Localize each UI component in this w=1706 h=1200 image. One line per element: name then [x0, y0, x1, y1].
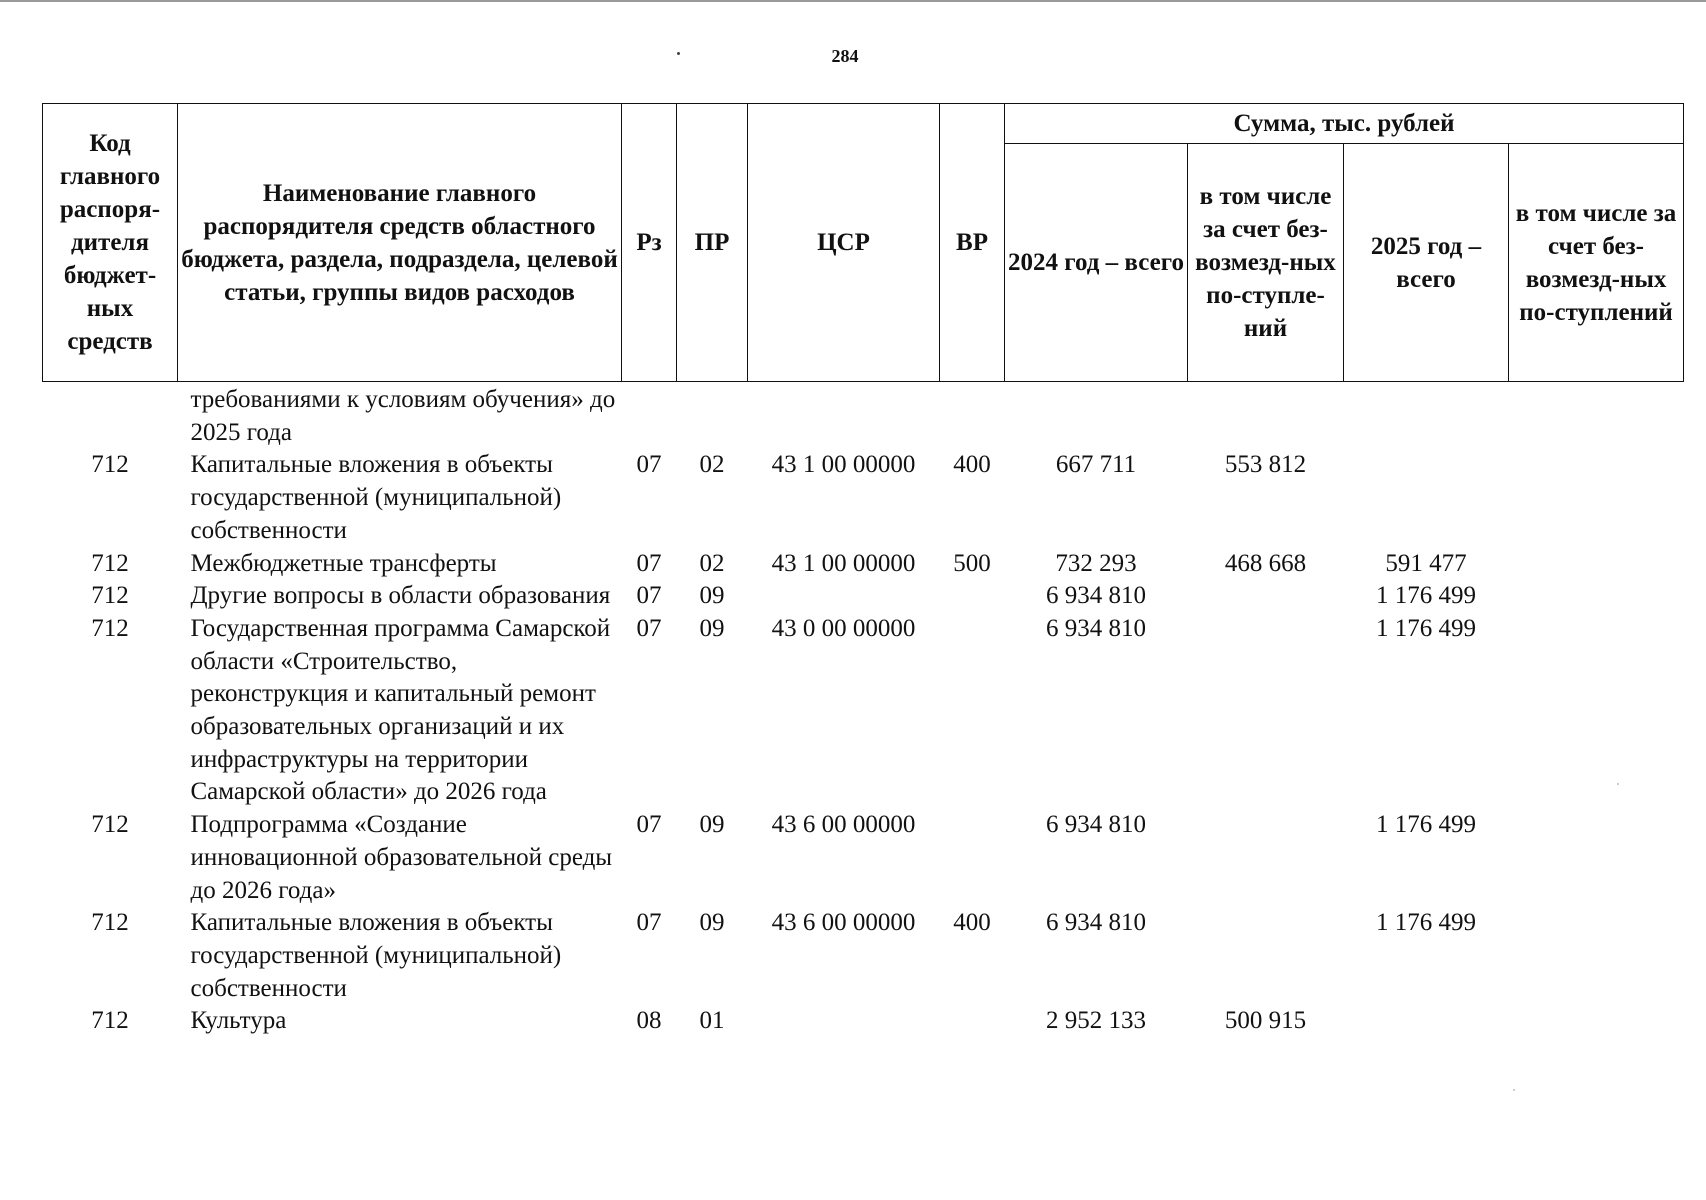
cell-pr: 09 [699, 582, 725, 610]
header-sum-group: Сумма, тыс. рублей [1005, 104, 1684, 144]
cell-csr: 43 1 00 00000 [771, 549, 916, 577]
cell-2024-free [1188, 613, 1344, 809]
cell-vr [940, 382, 1005, 450]
cell-code [43, 382, 178, 450]
table-row [43, 1005, 1684, 1038]
cell-2024-total [1005, 382, 1188, 450]
cell-2025-total [1344, 1005, 1509, 1038]
cell-code: 712 [91, 451, 129, 479]
scan-speck [1513, 1089, 1515, 1091]
cell-csr [748, 1005, 940, 1038]
cell-2025-total: 1 176 499 [1376, 614, 1476, 642]
cell-name: Капитальные вложения в объекты государственной (муниципальной) собственности [190, 451, 562, 544]
table-row [43, 382, 1684, 450]
scan-speck [677, 52, 680, 55]
cell-rz: 07 [636, 811, 662, 839]
cell-2024-free: 553 812 [1224, 451, 1307, 479]
cell-csr: 43 6 00 00000 [771, 909, 916, 937]
header-pr: ПР [677, 104, 748, 382]
table-row [43, 580, 1684, 613]
table-row [43, 548, 1684, 581]
cell-2024-total: 667 711 [1055, 451, 1137, 479]
cell-2025-total: 591 477 [1385, 549, 1467, 577]
cell-2025-total: 1 176 499 [1376, 909, 1476, 937]
header-csr: ЦСР [748, 104, 940, 382]
header-2024-total: 2024 год – всего [1005, 144, 1188, 382]
header-2025-total: 2025 год – всего [1344, 144, 1509, 382]
cell-2025-free [1509, 907, 1684, 1005]
cell-2025-free [1509, 449, 1684, 547]
cell-code: 712 [91, 549, 129, 577]
cell-vr [940, 580, 1005, 613]
cell-2025-free [1509, 548, 1684, 581]
cell-2024-total: 6 934 810 [1046, 582, 1146, 610]
cell-code: 712 [91, 614, 129, 642]
table-row [43, 809, 1684, 907]
cell-rz [622, 382, 677, 450]
cell-pr: 02 [699, 549, 725, 577]
cell-pr: 02 [699, 451, 725, 479]
cell-2024-free [1188, 382, 1344, 450]
cell-2025-total: 1 176 499 [1376, 811, 1476, 839]
cell-pr: 09 [699, 909, 725, 937]
cell-name: Межбюджетные трансферты [190, 549, 497, 577]
table-row [43, 907, 1684, 1005]
cell-2024-free: 500 915 [1224, 1007, 1307, 1035]
cell-2024-free [1188, 809, 1344, 907]
cell-name: Подпрограмма «Создание инновационной образовательной среды до 2026 года» [190, 811, 613, 904]
cell-csr [748, 382, 940, 450]
cell-pr: 09 [699, 614, 725, 642]
cell-csr [748, 580, 940, 613]
cell-2025-free [1509, 809, 1684, 907]
header-2025-free: в том числе за счет без-возмезд-ных по-ступлений [1509, 144, 1684, 382]
cell-2024-free [1188, 580, 1344, 613]
cell-2024-total: 6 934 810 [1046, 909, 1146, 937]
cell-vr [940, 1005, 1005, 1038]
cell-2024-free [1188, 907, 1344, 1005]
cell-2025-total [1344, 382, 1509, 450]
table-row [43, 449, 1684, 547]
cell-csr: 43 0 00 00000 [771, 614, 916, 642]
cell-code: 712 [91, 1007, 129, 1035]
cell-2024-free: 468 668 [1224, 549, 1307, 577]
cell-name: Культура [190, 1007, 287, 1035]
header-name: Наименование главного распорядителя средств областного бюджета, раздела, подраздела, целевой статьи, группы видов расходов [178, 104, 622, 382]
cell-vr: 500 [953, 549, 991, 577]
cell-vr [940, 613, 1005, 809]
cell-name: требованиями к условиям обучения» до 2025 года [190, 386, 616, 446]
table-header [43, 104, 1684, 382]
cell-2025-free [1509, 1005, 1684, 1038]
cell-name: Капитальные вложения в объекты государственной (муниципальной) собственности [190, 909, 562, 1002]
cell-2025-total: 1 176 499 [1376, 582, 1476, 610]
cell-2025-free [1509, 613, 1684, 809]
cell-2025-free [1509, 580, 1684, 613]
cell-rz: 08 [636, 1007, 662, 1035]
cell-2025-total [1344, 449, 1509, 547]
cell-pr: 01 [699, 1007, 725, 1035]
cell-rz: 07 [636, 549, 662, 577]
header-2024-free: в том числе за счет без-возмезд-ных по-ступле-ний [1188, 144, 1344, 382]
header-rz: Рз [622, 104, 677, 382]
cell-pr: 09 [699, 811, 725, 839]
page-number: 284 [831, 46, 859, 66]
cell-2024-total: 6 934 810 [1046, 614, 1146, 642]
cell-name: Другие вопросы в области образования [190, 582, 611, 610]
cell-rz: 07 [636, 614, 662, 642]
cell-rz: 07 [636, 451, 662, 479]
cell-code: 712 [91, 811, 129, 839]
header-vr: ВР [940, 104, 1005, 382]
table-row [43, 613, 1684, 809]
cell-pr [677, 382, 748, 450]
top-rule [0, 0, 1706, 2]
cell-vr: 400 [953, 909, 991, 937]
cell-2024-total: 6 934 810 [1046, 811, 1146, 839]
cell-vr [940, 809, 1005, 907]
table-body [43, 382, 1684, 1039]
cell-rz: 07 [636, 909, 662, 937]
cell-csr: 43 6 00 00000 [771, 811, 916, 839]
cell-csr: 43 1 00 00000 [771, 451, 916, 479]
cell-code: 712 [91, 909, 129, 937]
header-code: Код главного распоря-дителя бюджет-ных средств [43, 104, 178, 382]
cell-code: 712 [91, 582, 129, 610]
cell-vr: 400 [953, 451, 991, 479]
cell-rz: 07 [636, 582, 662, 610]
cell-2025-free [1509, 382, 1684, 450]
cell-2024-total: 732 293 [1055, 549, 1137, 577]
budget-table [42, 103, 1684, 1038]
cell-name: Государственная программа Самарской области «Строительство, реконструкция и капитальный ремонт образовательных организаций и их инфраструктуры на территории Самарской области» до 2026 года [190, 614, 611, 806]
cell-2024-total: 2 952 133 [1046, 1007, 1146, 1035]
